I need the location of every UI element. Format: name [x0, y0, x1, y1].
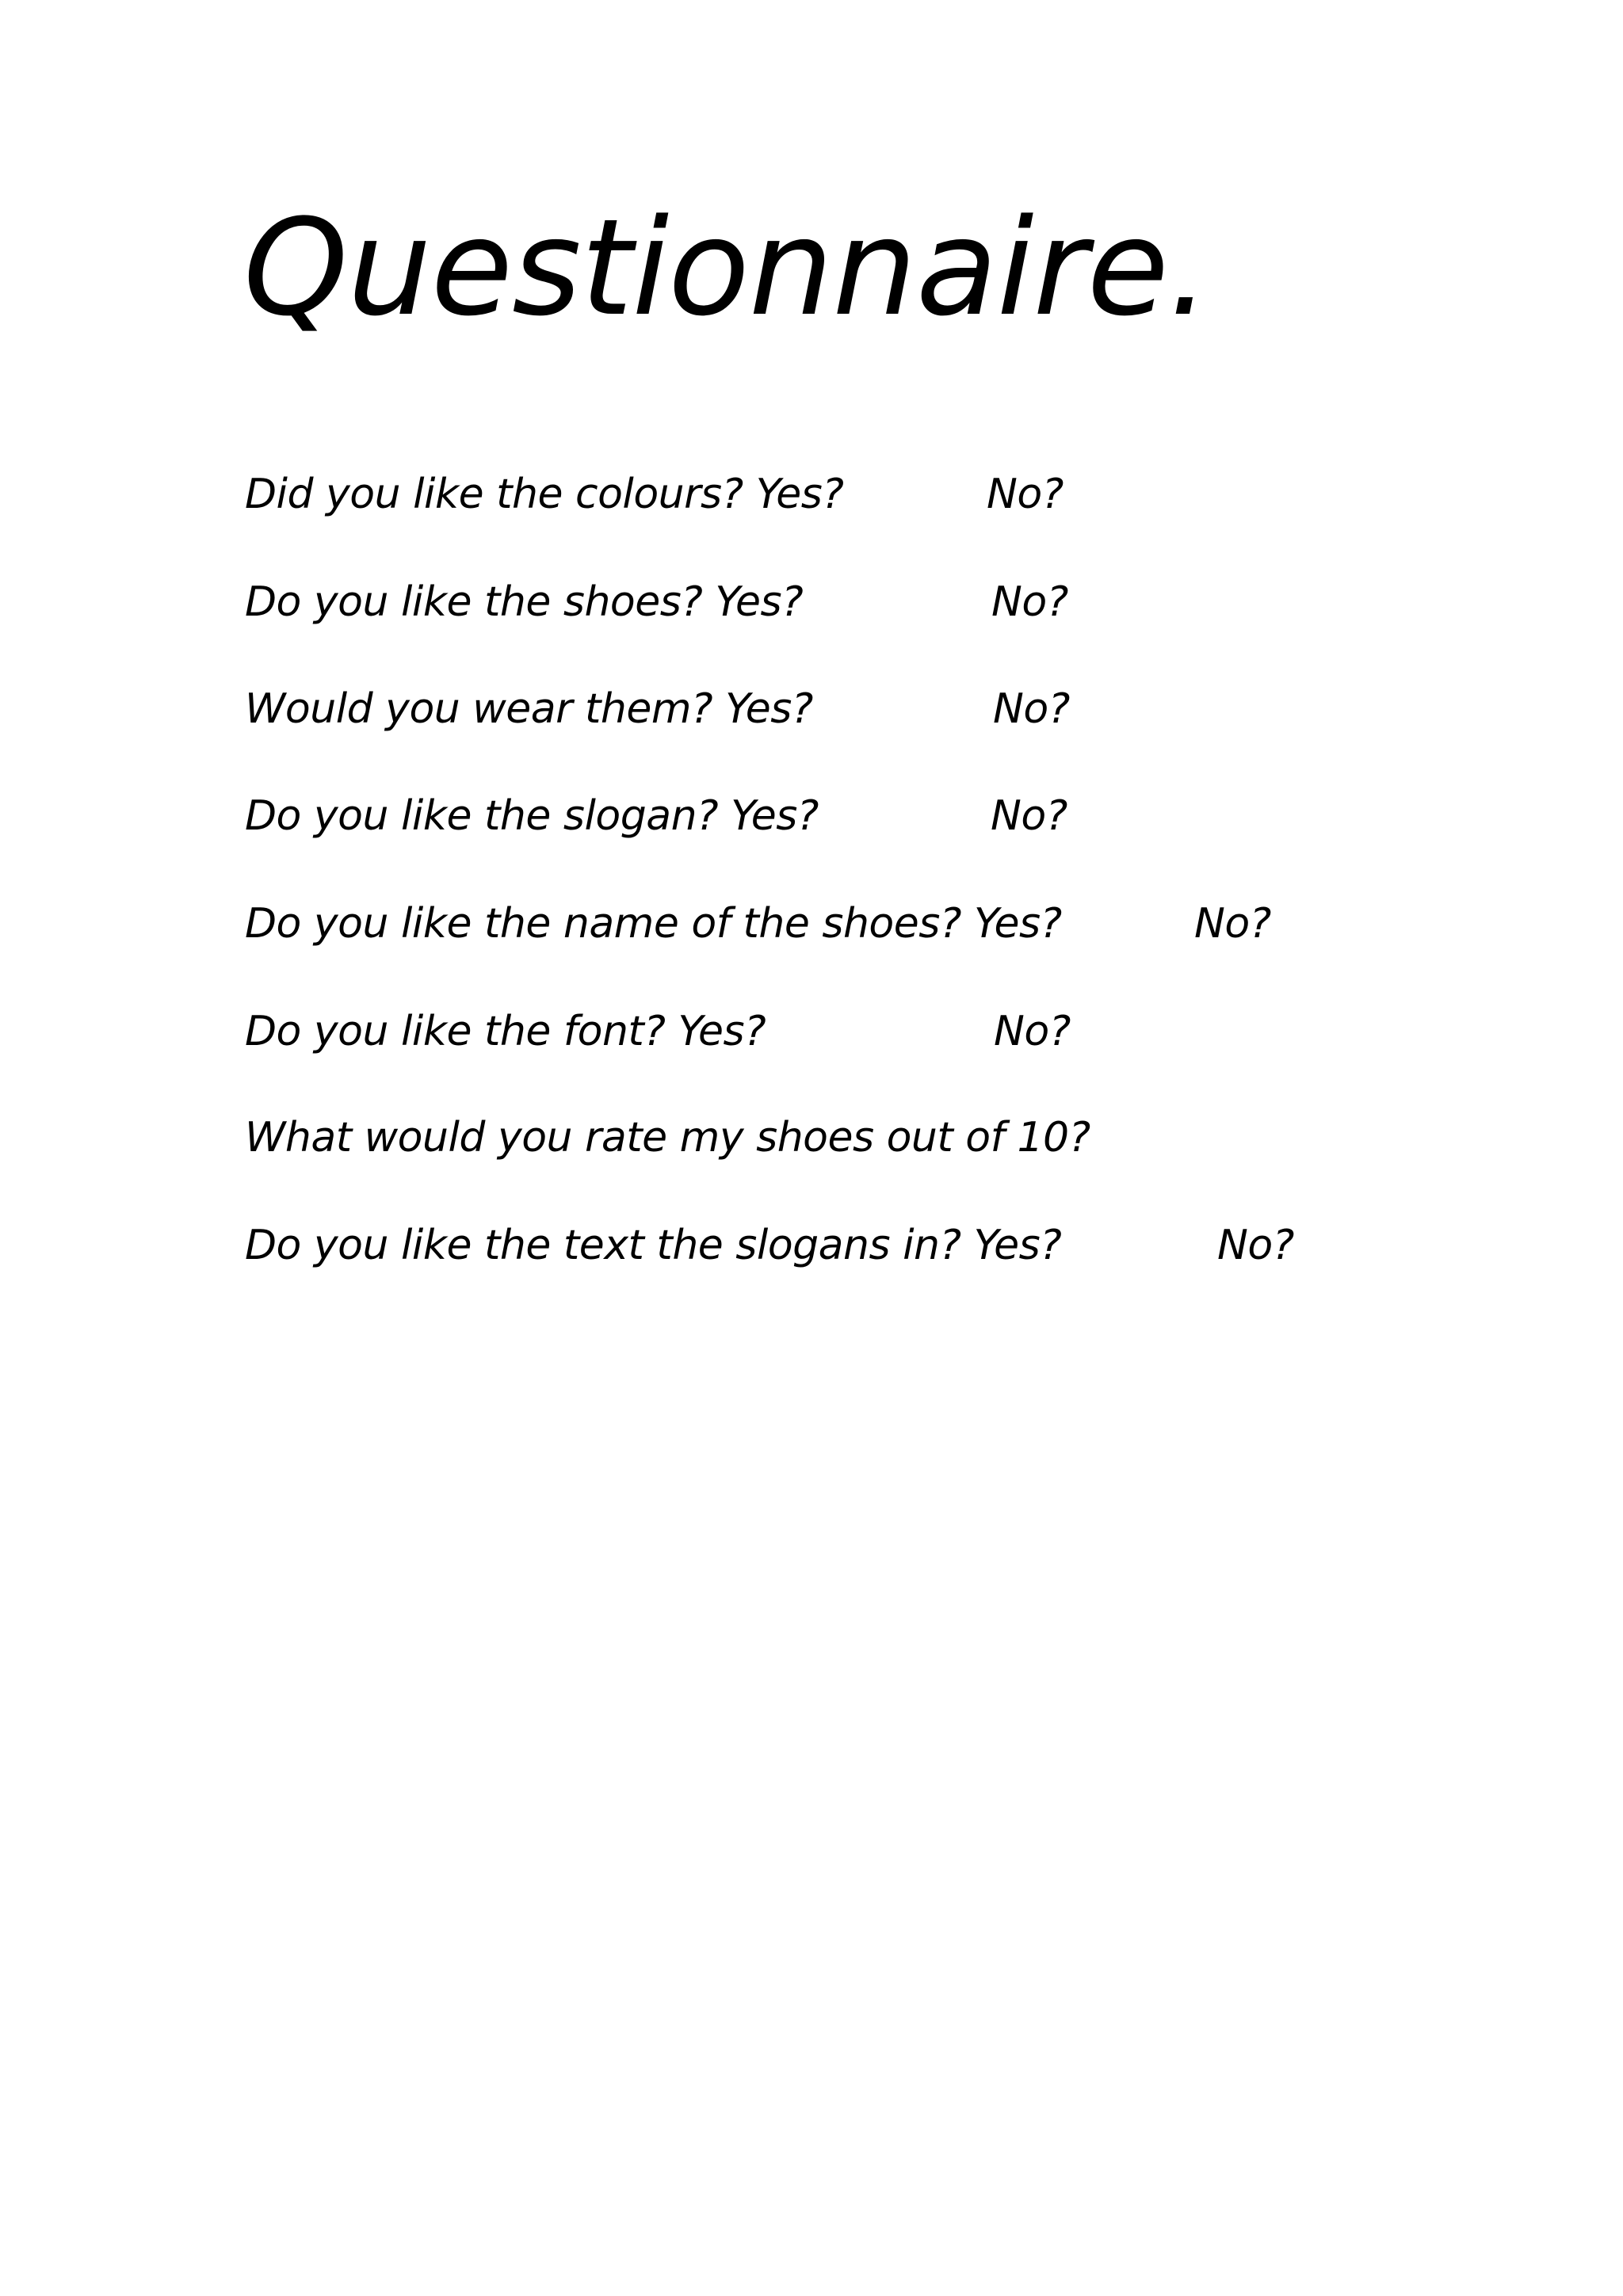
question-text: What would you rate my shoes out of 10?	[245, 1114, 1090, 1161]
answer-no: No?	[987, 471, 1064, 518]
question-font	[245, 1008, 1513, 1055]
answer-no: No?	[991, 792, 1067, 840]
answer-no: No?	[991, 578, 1068, 626]
question-colours	[245, 471, 1513, 518]
question-slogan-text	[245, 1222, 1513, 1269]
question-text: Do you like the text the slogans in? Yes?	[245, 1222, 1062, 1269]
page-title: Questionnaire.	[243, 190, 1210, 345]
answer-no: No?	[994, 1008, 1071, 1055]
question-text: Do you like the shoes? Yes?	[245, 578, 804, 626]
question-shoes	[245, 578, 1513, 626]
answer-no: No?	[1194, 900, 1271, 948]
question-text: Do you like the slogan? Yes?	[245, 792, 819, 840]
question-wear	[245, 685, 1513, 733]
question-text: Do you like the name of the shoes? Yes?	[245, 900, 1062, 948]
answer-no: No?	[1217, 1222, 1294, 1269]
question-text: Do you like the font? Yes?	[245, 1008, 766, 1055]
question-slogan	[245, 792, 1513, 840]
question-text: Would you wear them? Yes?	[245, 685, 813, 733]
question-text: Did you like the colours? Yes?	[245, 471, 844, 518]
question-rating	[245, 1114, 1513, 1161]
answer-no: No?	[993, 685, 1070, 733]
question-name	[245, 900, 1513, 948]
